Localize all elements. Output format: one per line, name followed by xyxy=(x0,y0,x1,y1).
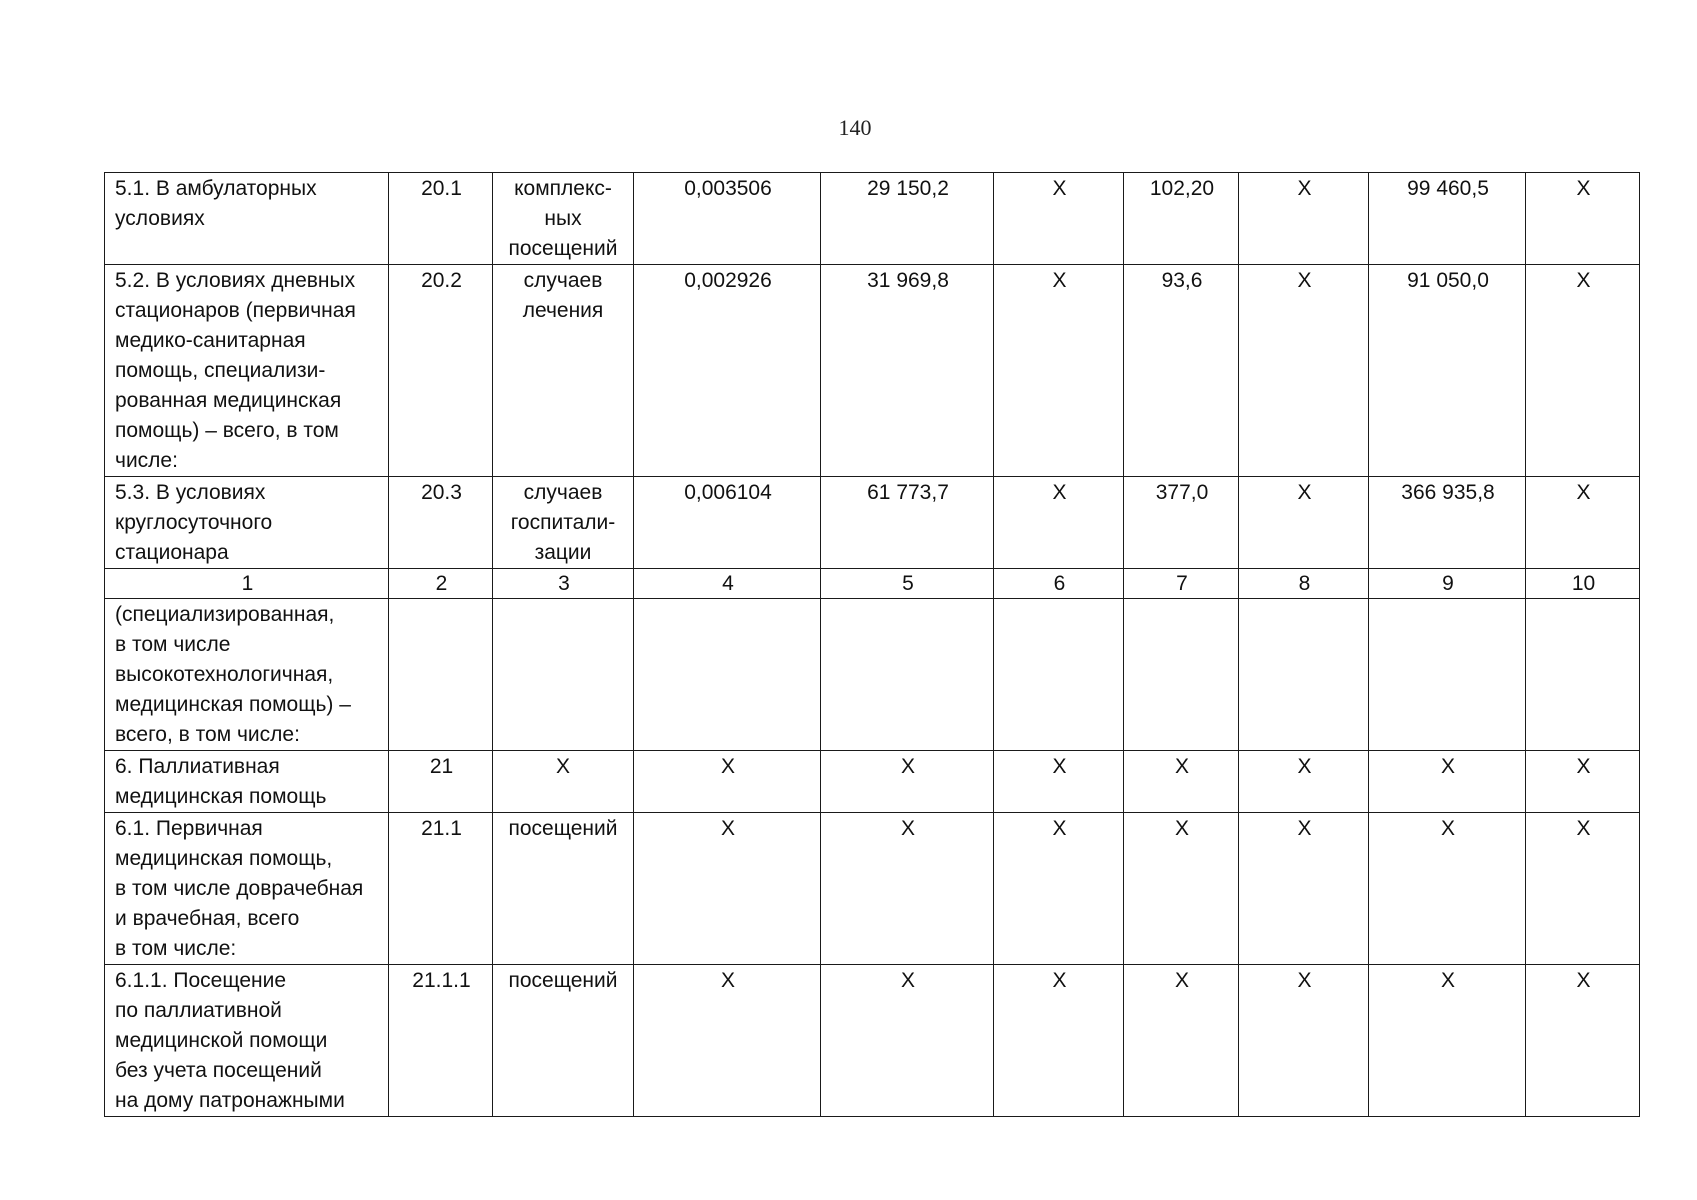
row-value-cell: 93,6 xyxy=(1124,265,1239,477)
row-code-cell: 20.3 xyxy=(389,477,493,569)
table-row xyxy=(105,751,1640,813)
row-value-cell: Х xyxy=(1239,813,1369,965)
row-value-cell: 29 150,2 xyxy=(821,173,994,265)
row-unit-cell: комплекс- ных посещений xyxy=(493,173,634,265)
row-code-cell: 20.2 xyxy=(389,265,493,477)
row-value-cell: 0,006104 xyxy=(634,477,821,569)
row-value-cell: Х xyxy=(994,965,1124,1117)
row-value-cell: Х xyxy=(1239,751,1369,813)
table-row xyxy=(105,965,1640,1117)
row-code-cell: 21 xyxy=(389,751,493,813)
column-number: 3 xyxy=(493,569,634,599)
row-value-cell: Х xyxy=(1239,173,1369,265)
row-value-cell: Х xyxy=(1239,477,1369,569)
row-name-cell: 6. Паллиативная медицинская помощь xyxy=(105,751,389,813)
row-value-cell xyxy=(1369,599,1526,751)
row-value-cell: Х xyxy=(994,751,1124,813)
row-value-cell: Х xyxy=(994,265,1124,477)
row-code-cell: 21.1 xyxy=(389,813,493,965)
row-value-cell xyxy=(1124,599,1239,751)
column-number: 1 xyxy=(105,569,389,599)
row-value-cell: 366 935,8 xyxy=(1369,477,1526,569)
row-name-cell: 6.1.1. Посещение по паллиативной медицинской помощи без учета посещений на дому патронажными xyxy=(105,965,389,1117)
row-name-cell: 5.2. В условиях дневных стационаров (первичная медико-санитарная помощь, специализи- рованная медицинская помощь) – всего, в том числе: xyxy=(105,265,389,477)
table-row xyxy=(105,813,1640,965)
row-value-cell: Х xyxy=(1369,965,1526,1117)
row-value-cell xyxy=(821,599,994,751)
row-name-cell: 6.1. Первичная медицинская помощь, в том числе доврачебная и врачебная, всего в том числе: xyxy=(105,813,389,965)
row-name-cell: 5.3. В условиях круглосуточного стационара xyxy=(105,477,389,569)
row-unit-cell: случаев лечения xyxy=(493,265,634,477)
page-number: 140 xyxy=(838,115,872,140)
row-name-cell: 5.1. В амбулаторных условиях xyxy=(105,173,389,265)
row-value-cell: Х xyxy=(994,173,1124,265)
row-value-cell: Х xyxy=(994,813,1124,965)
column-number: 5 xyxy=(821,569,994,599)
row-value-cell: Х xyxy=(1526,751,1640,813)
column-number: 8 xyxy=(1239,569,1369,599)
row-value-cell: Х xyxy=(1369,751,1526,813)
row-value-cell: Х xyxy=(821,965,994,1117)
column-number: 2 xyxy=(389,569,493,599)
row-value-cell: 0,003506 xyxy=(634,173,821,265)
row-name-cell: (специализированная, в том числе высокотехнологичная, медицинская помощь) – всего, в том числе: xyxy=(105,599,389,751)
row-unit-cell: Х xyxy=(493,751,634,813)
row-value-cell: Х xyxy=(821,813,994,965)
column-number: 9 xyxy=(1369,569,1526,599)
row-unit-cell: случаев госпитали- зации xyxy=(493,477,634,569)
row-value-cell xyxy=(634,599,821,751)
row-value-cell xyxy=(1526,599,1640,751)
data-table xyxy=(104,172,1640,1117)
row-value-cell: Х xyxy=(1526,813,1640,965)
column-number: 6 xyxy=(994,569,1124,599)
row-value-cell: Х xyxy=(1369,813,1526,965)
row-value-cell: Х xyxy=(634,965,821,1117)
row-value-cell: Х xyxy=(1526,265,1640,477)
row-unit-cell xyxy=(493,599,634,751)
table-row xyxy=(105,265,1640,477)
row-unit-cell: посещений xyxy=(493,965,634,1117)
column-number: 7 xyxy=(1124,569,1239,599)
row-value-cell: 61 773,7 xyxy=(821,477,994,569)
column-number-row xyxy=(105,569,1640,599)
column-number: 10 xyxy=(1526,569,1640,599)
row-value-cell: Х xyxy=(1239,965,1369,1117)
row-value-cell: Х xyxy=(1124,751,1239,813)
table-row xyxy=(105,173,1640,265)
row-value-cell: 377,0 xyxy=(1124,477,1239,569)
row-value-cell: 0,002926 xyxy=(634,265,821,477)
row-value-cell xyxy=(994,599,1124,751)
row-value-cell: Х xyxy=(1124,813,1239,965)
row-value-cell: 31 969,8 xyxy=(821,265,994,477)
row-value-cell: Х xyxy=(1239,265,1369,477)
row-value-cell: 102,20 xyxy=(1124,173,1239,265)
row-value-cell: Х xyxy=(1526,965,1640,1117)
row-value-cell: Х xyxy=(634,751,821,813)
row-unit-cell: посещений xyxy=(493,813,634,965)
row-value-cell: Х xyxy=(1526,477,1640,569)
row-value-cell: Х xyxy=(994,477,1124,569)
row-code-cell: 21.1.1 xyxy=(389,965,493,1117)
row-value-cell xyxy=(1239,599,1369,751)
row-value-cell: Х xyxy=(634,813,821,965)
table-row xyxy=(105,599,1640,751)
row-code-cell xyxy=(389,599,493,751)
row-value-cell: Х xyxy=(821,751,994,813)
row-value-cell: 91 050,0 xyxy=(1369,265,1526,477)
table-row xyxy=(105,477,1640,569)
column-number: 4 xyxy=(634,569,821,599)
row-code-cell: 20.1 xyxy=(389,173,493,265)
row-value-cell: Х xyxy=(1124,965,1239,1117)
row-value-cell: 99 460,5 xyxy=(1369,173,1526,265)
row-value-cell: Х xyxy=(1526,173,1640,265)
